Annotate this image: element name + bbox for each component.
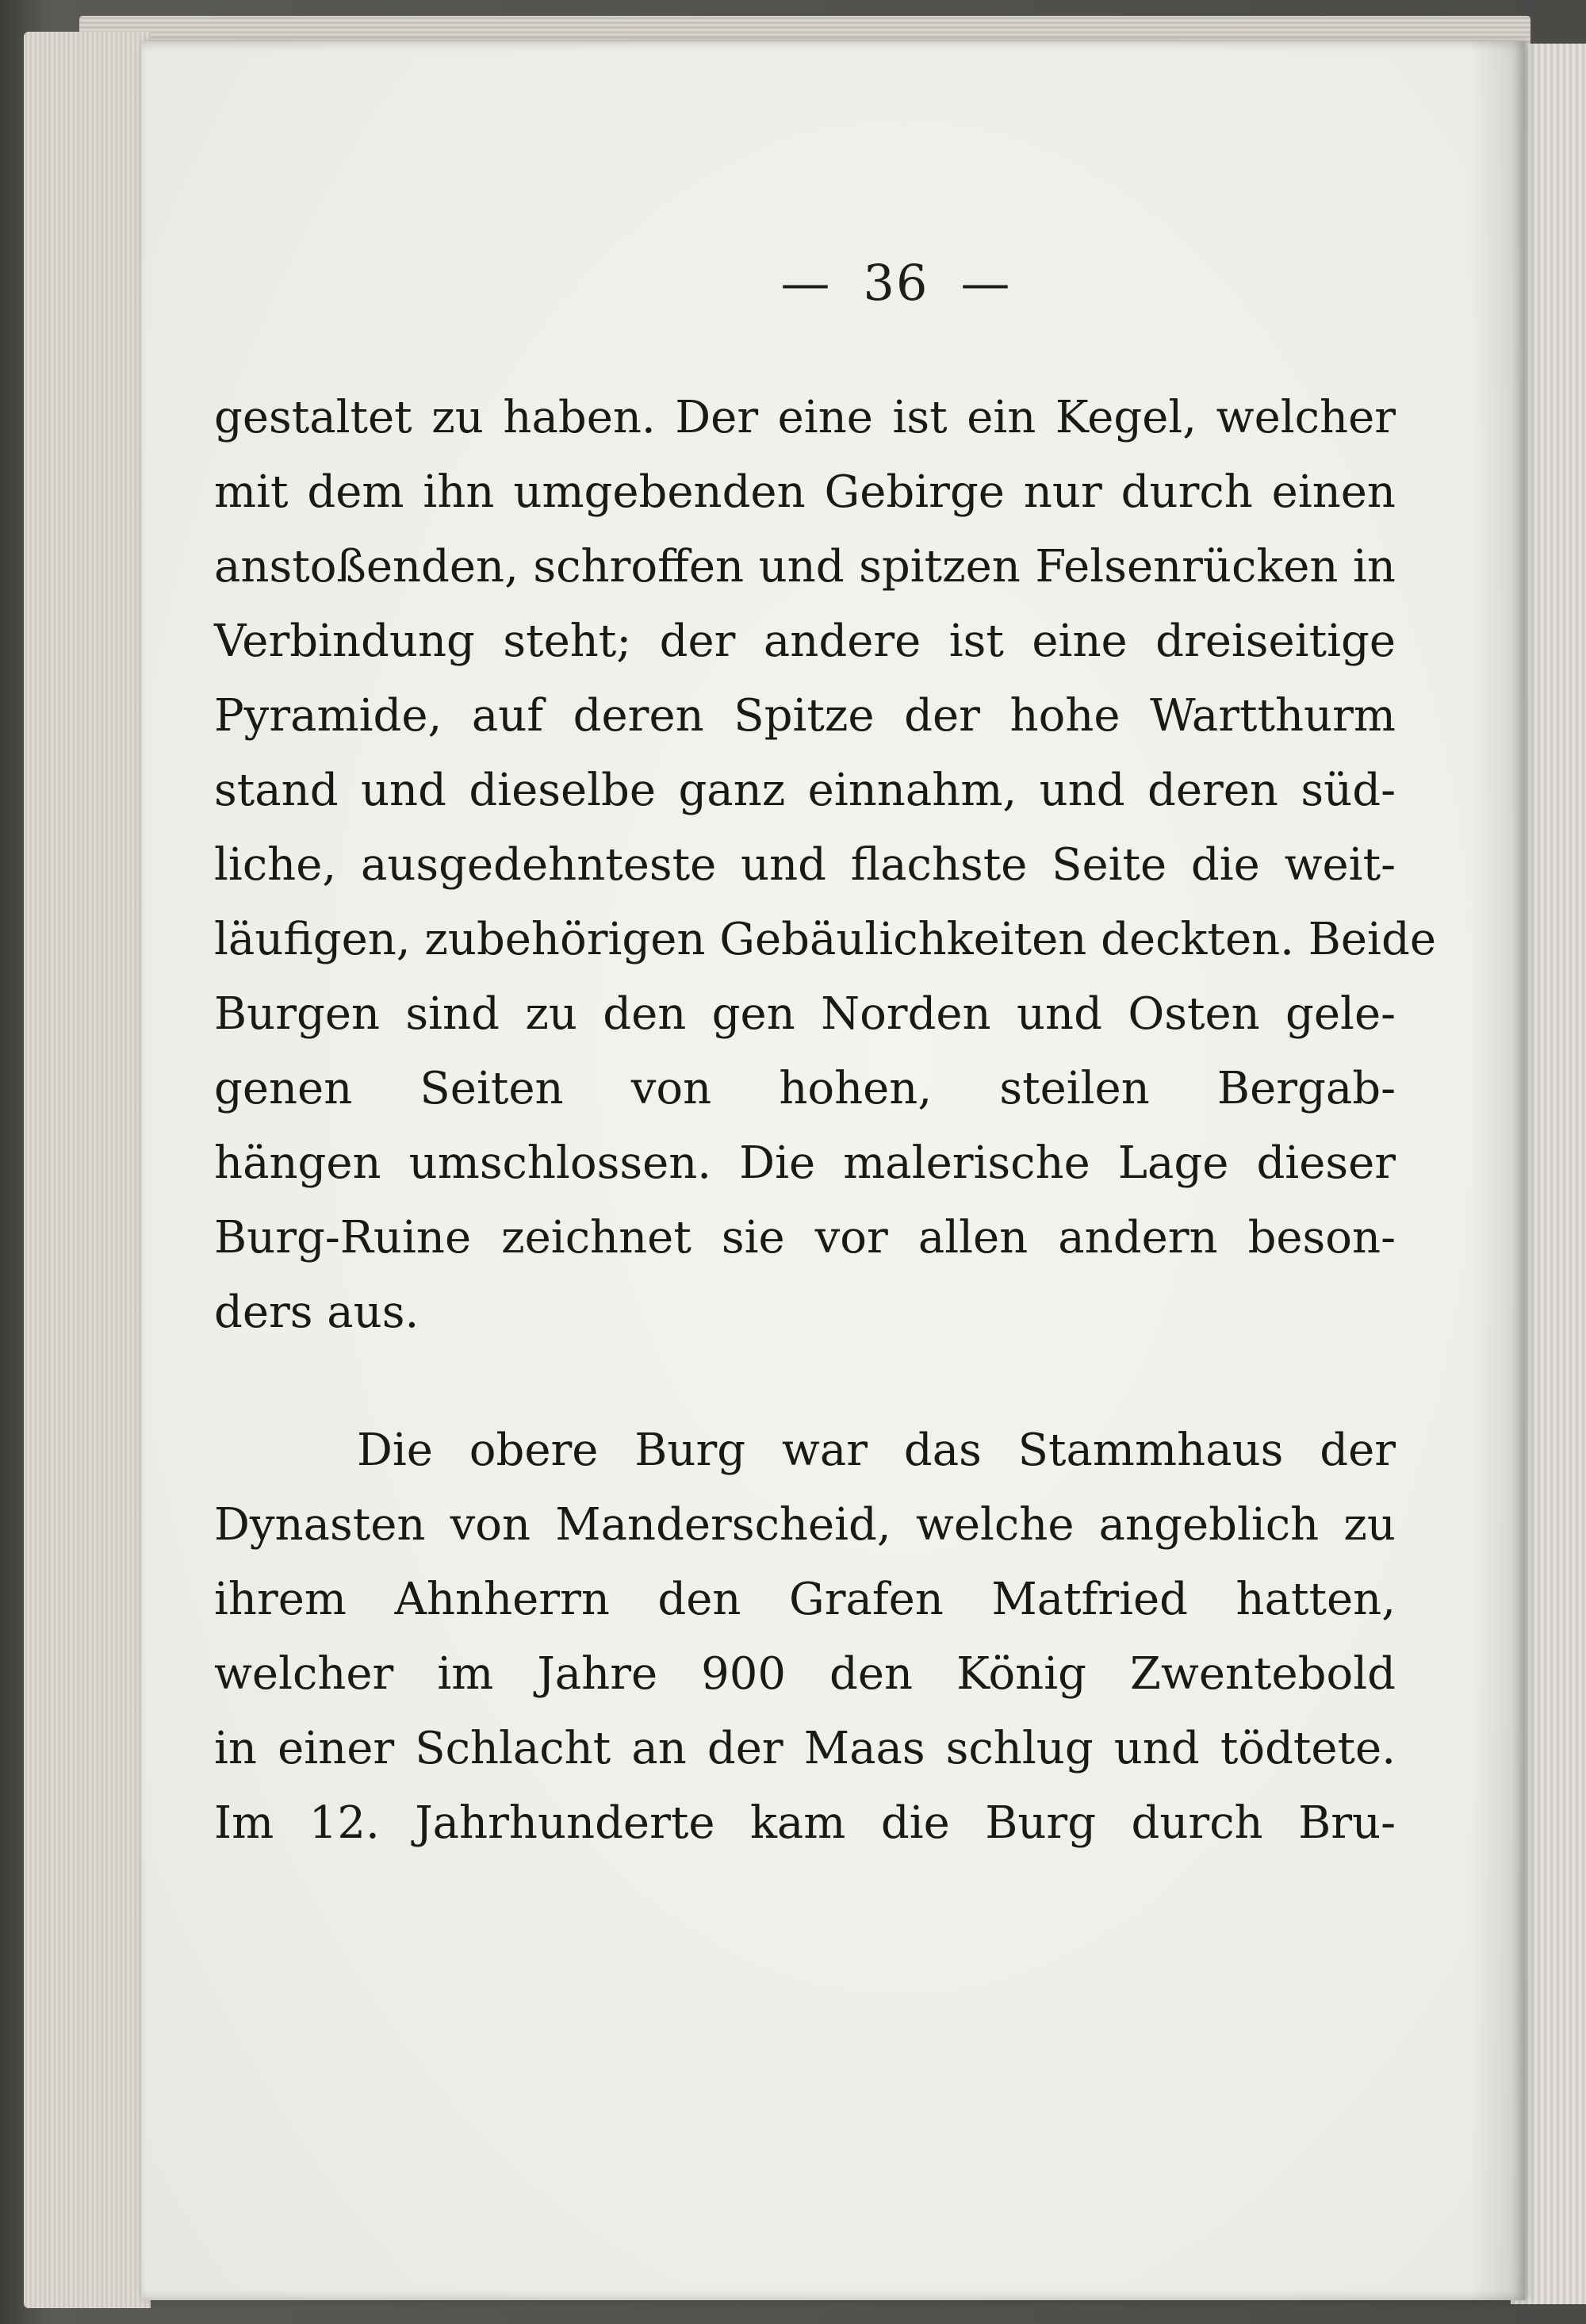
text-line: Burgen sind zu den gen Norden und Osten gele- — [214, 988, 1396, 1040]
text-line: Im 12. Jahrhunderte kam die Burg durch Bru- — [214, 1797, 1396, 1849]
page-number-dash-left: — — [780, 254, 832, 312]
page-number-dash-right: — — [960, 254, 1012, 312]
text-line: stand und dieselbe ganz einnahm, und deren süd- — [214, 765, 1396, 816]
page-gutter-shadow — [1469, 41, 1525, 2300]
text-line: läufigen, zubehörigen Gebäulichkeiten deckten. Beide — [214, 914, 1436, 965]
text-line: genen Seiten von hohen, steilen Bergab- — [214, 1063, 1396, 1114]
body-text — [214, 381, 1436, 1861]
text-line: Dynasten von Manderscheid, welche angeblich zu — [214, 1499, 1396, 1551]
text-line: gestaltet zu haben. Der eine ist ein Kegel, welcher — [214, 392, 1396, 443]
text-line: Pyramide, auf deren Spitze der hohe Wartthurm — [214, 690, 1396, 742]
text-line: Verbindung steht; der andere ist eine dreiseitige — [214, 616, 1396, 667]
paragraph-1 — [214, 381, 1436, 1350]
text-line: Die obere Burg war das Stammhaus der — [357, 1425, 1396, 1476]
text-line: in einer Schlacht an der Maas schlug und tödtete. — [214, 1723, 1396, 1774]
book-left-edge — [24, 32, 151, 2308]
page-number-value: 36 — [863, 254, 929, 312]
text-line: Burg-Ruine zeichnet sie vor allen andern beson- — [214, 1212, 1396, 1264]
paragraph-gap — [214, 1350, 1396, 1413]
text-line: anstoßenden, schroffen und spitzen Felsenrücken in — [214, 541, 1396, 593]
text-line: hängen umschlossen. Die malerische Lage dieser — [214, 1137, 1396, 1189]
paragraph-2 — [214, 1413, 1396, 1861]
text-line: mit dem ihn umgebenden Gebirge nur durch einen — [214, 466, 1396, 518]
page-number — [619, 254, 1174, 312]
text-line: welcher im Jahre 900 den König Zwentebold — [214, 1648, 1396, 1700]
text-line: ihrem Ahnherrn den Grafen Matfried hatten, — [214, 1574, 1396, 1625]
text-line: liche, ausgedehnteste und flachste Seite die weit- — [214, 839, 1396, 891]
text-line: ders aus. — [214, 1287, 419, 1338]
